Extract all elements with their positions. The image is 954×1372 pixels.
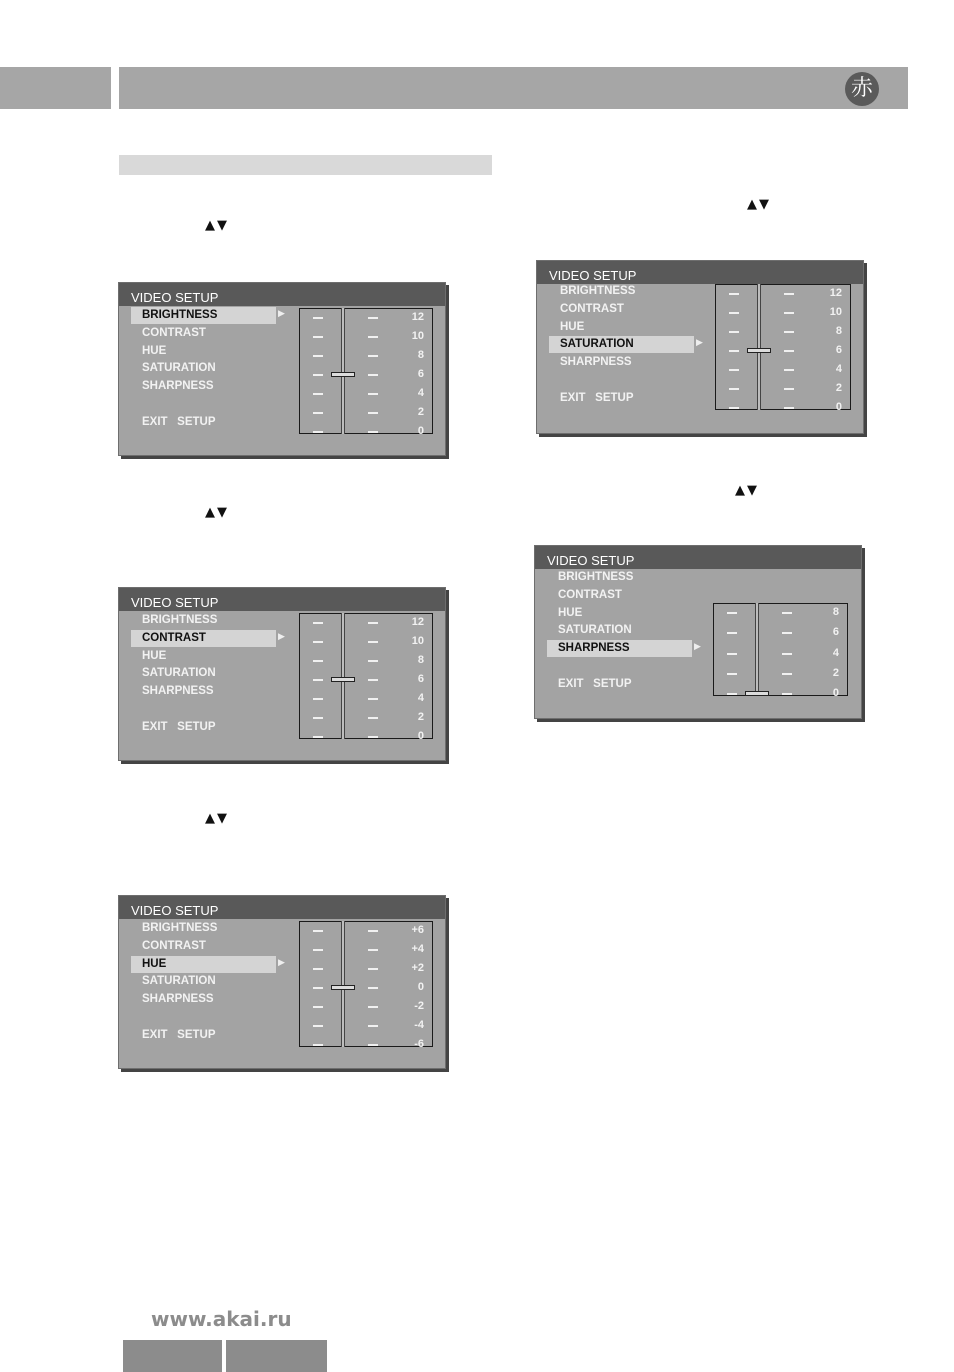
video-setup-panel-saturation bbox=[536, 260, 864, 434]
scale-label: +6 bbox=[411, 924, 424, 936]
scale-tick bbox=[729, 388, 739, 390]
scale-tick bbox=[313, 355, 323, 357]
scale-tick bbox=[368, 355, 378, 357]
scale-tick bbox=[313, 641, 323, 643]
scale-label: 0 bbox=[417, 730, 424, 742]
scale-tick bbox=[313, 949, 323, 951]
level-slider[interactable] bbox=[299, 308, 433, 437]
scale-tick bbox=[313, 431, 323, 433]
scale-tick bbox=[368, 717, 378, 719]
scale-tick bbox=[784, 407, 794, 409]
selection-arrow-icon: ▶ bbox=[696, 338, 703, 349]
menu-item-saturation[interactable]: SATURATION bbox=[142, 667, 216, 680]
menu-item-saturation[interactable]: SATURATION bbox=[142, 362, 216, 375]
scale-tick bbox=[782, 693, 792, 695]
scale-label: 6 bbox=[835, 344, 842, 356]
scale-tick bbox=[784, 312, 794, 314]
scale-tick bbox=[313, 393, 323, 395]
scale-tick bbox=[782, 632, 792, 634]
menu-item-brightness[interactable]: BRIGHTNESS bbox=[142, 614, 218, 626]
menu-item-contrast[interactable]: CONTRAST bbox=[558, 588, 622, 601]
menu-item-saturation[interactable]: SATURATION bbox=[142, 975, 216, 988]
scale-label: 8 bbox=[832, 606, 839, 618]
slider-knob[interactable] bbox=[331, 985, 355, 990]
level-slider[interactable] bbox=[299, 921, 433, 1050]
scale-label: 8 bbox=[417, 349, 424, 361]
level-slider[interactable] bbox=[715, 284, 851, 413]
menu-item-saturation[interactable]: SATURATION bbox=[560, 338, 634, 351]
scale-tick bbox=[368, 968, 378, 970]
selection-arrow-icon: ▶ bbox=[278, 957, 285, 968]
menu-item-hue[interactable]: HUE bbox=[142, 344, 167, 357]
scale-tick bbox=[368, 393, 378, 395]
slider-knob[interactable] bbox=[747, 348, 771, 353]
menu-item-exit-setup[interactable]: EXIT SETUP bbox=[560, 391, 634, 404]
scale-tick bbox=[784, 331, 794, 333]
slider-track bbox=[757, 284, 761, 410]
header-side-block bbox=[0, 67, 111, 109]
menu-item-hue[interactable]: HUE bbox=[560, 320, 585, 333]
scale-label: 2 bbox=[832, 666, 839, 679]
slider-knob[interactable] bbox=[331, 372, 355, 377]
scale-label: 2 bbox=[417, 406, 424, 418]
scale-label: 2 bbox=[417, 711, 424, 723]
scale-tick bbox=[729, 350, 739, 352]
scale-label: +2 bbox=[411, 962, 424, 974]
scale-tick bbox=[313, 336, 323, 338]
scale-tick bbox=[368, 336, 378, 338]
scale-label: 2 bbox=[835, 382, 842, 394]
menu-item-sharpness[interactable]: SHARPNESS bbox=[142, 685, 214, 698]
video-setup-panel-brightness bbox=[118, 282, 446, 456]
scale-tick bbox=[727, 632, 737, 634]
menu-item-contrast[interactable]: CONTRAST bbox=[560, 302, 624, 315]
scale-label: 12 bbox=[411, 311, 424, 323]
footer-block-left bbox=[123, 1340, 222, 1372]
scale-label: 8 bbox=[835, 325, 842, 337]
selection-arrow-icon: ▶ bbox=[278, 631, 285, 642]
scale-tick bbox=[313, 968, 323, 970]
up-down-arrows-icon: ▲▼ bbox=[205, 505, 229, 520]
slider-knob[interactable] bbox=[331, 677, 355, 682]
scale-tick bbox=[368, 987, 378, 989]
scale-tick bbox=[313, 698, 323, 700]
menu-item-contrast[interactable]: CONTRAST bbox=[142, 326, 206, 339]
up-down-arrows-icon: ▲▼ bbox=[747, 197, 771, 212]
scale-tick bbox=[313, 622, 323, 624]
scale-tick bbox=[313, 1025, 323, 1027]
scale-tick bbox=[729, 369, 739, 371]
panel-title: VIDEO SETUP bbox=[119, 588, 445, 611]
menu-item-hue[interactable]: HUE bbox=[142, 649, 167, 662]
scale-label: +4 bbox=[411, 943, 424, 955]
video-setup-panel-hue bbox=[118, 895, 446, 1069]
slider-track bbox=[341, 921, 345, 1047]
scale-label: -4 bbox=[414, 1019, 424, 1031]
scale-tick bbox=[313, 1044, 323, 1046]
scale-tick bbox=[368, 949, 378, 951]
scale-tick bbox=[368, 679, 378, 681]
scale-label: 0 bbox=[832, 687, 839, 699]
scale-label: -6 bbox=[414, 1038, 424, 1050]
scale-tick bbox=[368, 736, 378, 738]
menu-item-contrast[interactable]: CONTRAST bbox=[142, 631, 206, 644]
scale-tick bbox=[313, 736, 323, 738]
scale-tick bbox=[368, 1025, 378, 1027]
scale-tick bbox=[368, 660, 378, 662]
scale-label: 0 bbox=[835, 401, 842, 413]
scale-tick bbox=[368, 698, 378, 700]
scale-tick bbox=[729, 312, 739, 314]
scale-tick bbox=[368, 1044, 378, 1046]
scale-label: 10 bbox=[411, 330, 424, 342]
scale-tick bbox=[784, 369, 794, 371]
scale-tick bbox=[313, 679, 323, 681]
scale-tick bbox=[313, 374, 323, 376]
scale-tick bbox=[784, 388, 794, 390]
scale-tick bbox=[313, 1006, 323, 1008]
scale-tick bbox=[313, 930, 323, 932]
scale-label: 12 bbox=[411, 616, 424, 628]
panel-title: VIDEO SETUP bbox=[119, 896, 445, 919]
scale-label: 10 bbox=[411, 635, 424, 647]
scale-tick bbox=[313, 317, 323, 319]
scale-tick bbox=[727, 653, 737, 655]
section-title-bar bbox=[119, 155, 492, 175]
menu-item-sharpness[interactable]: SHARPNESS bbox=[142, 993, 214, 1006]
scale-tick bbox=[782, 653, 792, 655]
header-bar bbox=[119, 67, 908, 109]
scale-tick bbox=[784, 293, 794, 295]
menu-item-brightness[interactable]: BRIGHTNESS bbox=[142, 309, 218, 321]
selection-arrow-icon: ▶ bbox=[694, 642, 701, 653]
menu-item-contrast[interactable]: CONTRAST bbox=[142, 939, 206, 952]
menu-item-hue[interactable]: HUE bbox=[142, 957, 167, 970]
scale-tick bbox=[784, 350, 794, 352]
menu-item-hue[interactable]: HUE bbox=[558, 606, 583, 619]
up-down-arrows-icon: ▲▼ bbox=[205, 218, 229, 233]
up-down-arrows-icon: ▲▼ bbox=[205, 811, 229, 826]
scale-tick bbox=[729, 407, 739, 409]
scale-label: 4 bbox=[835, 363, 842, 375]
scale-label: 4 bbox=[417, 692, 424, 704]
menu-item-sharpness[interactable]: SHARPNESS bbox=[142, 380, 214, 393]
scale-tick bbox=[368, 1006, 378, 1008]
menu-item-exit-setup[interactable]: EXIT SETUP bbox=[142, 415, 216, 428]
scale-label: 6 bbox=[832, 626, 839, 639]
slider-track bbox=[755, 603, 759, 696]
scale-tick bbox=[782, 673, 792, 675]
scale-label: 10 bbox=[829, 306, 842, 318]
scale-tick bbox=[368, 431, 378, 433]
panel-title: VIDEO SETUP bbox=[537, 261, 863, 284]
menu-item-sharpness[interactable]: SHARPNESS bbox=[558, 642, 630, 655]
scale-tick bbox=[729, 293, 739, 295]
panel-title: VIDEO SETUP bbox=[119, 283, 445, 306]
scale-tick bbox=[727, 673, 737, 675]
menu-item-brightness[interactable]: BRIGHTNESS bbox=[560, 285, 636, 297]
menu-item-brightness[interactable]: BRIGHTNESS bbox=[558, 571, 634, 583]
scale-tick bbox=[313, 717, 323, 719]
scale-tick bbox=[727, 612, 737, 614]
website-url[interactable]: www.akai.ru bbox=[151, 1307, 292, 1331]
scale-label: 6 bbox=[417, 368, 424, 380]
panel-title: VIDEO SETUP bbox=[535, 546, 861, 569]
scale-tick bbox=[313, 660, 323, 662]
selection-arrow-icon: ▶ bbox=[278, 309, 285, 319]
footer-block-right bbox=[226, 1340, 327, 1372]
slider-knob[interactable] bbox=[745, 691, 769, 696]
video-setup-panel-sharpness bbox=[534, 545, 862, 719]
menu-item-brightness[interactable]: BRIGHTNESS bbox=[142, 922, 218, 934]
scale-tick bbox=[368, 317, 378, 319]
slider-track bbox=[341, 613, 345, 739]
level-slider[interactable] bbox=[713, 603, 848, 699]
scale-label: 0 bbox=[417, 981, 424, 993]
scale-label: 4 bbox=[417, 387, 424, 399]
scale-label: 8 bbox=[417, 654, 424, 666]
scale-tick bbox=[782, 612, 792, 614]
scale-tick bbox=[368, 641, 378, 643]
menu-item-exit-setup[interactable]: EXIT SETUP bbox=[142, 1028, 216, 1041]
menu-item-exit-setup[interactable]: EXIT SETUP bbox=[142, 720, 216, 733]
scale-tick bbox=[727, 693, 737, 695]
scale-tick bbox=[368, 412, 378, 414]
video-setup-panel-contrast bbox=[118, 587, 446, 761]
scale-tick bbox=[729, 331, 739, 333]
scale-label: 4 bbox=[832, 646, 839, 659]
scale-label: 12 bbox=[829, 287, 842, 299]
scale-tick bbox=[313, 412, 323, 414]
scale-label: -2 bbox=[414, 1000, 424, 1012]
scale-label: 6 bbox=[417, 673, 424, 685]
scale-tick bbox=[368, 930, 378, 932]
menu-item-saturation[interactable]: SATURATION bbox=[558, 624, 632, 637]
scale-label: 0 bbox=[417, 425, 424, 437]
level-slider[interactable] bbox=[299, 613, 433, 742]
slider-track bbox=[341, 308, 345, 434]
scale-tick bbox=[313, 987, 323, 989]
akai-logo-icon: 赤 bbox=[845, 72, 879, 106]
up-down-arrows-icon: ▲▼ bbox=[735, 483, 759, 498]
scale-tick bbox=[368, 374, 378, 376]
menu-item-exit-setup[interactable]: EXIT SETUP bbox=[558, 677, 632, 690]
menu-item-sharpness[interactable]: SHARPNESS bbox=[560, 356, 632, 369]
scale-tick bbox=[368, 622, 378, 624]
